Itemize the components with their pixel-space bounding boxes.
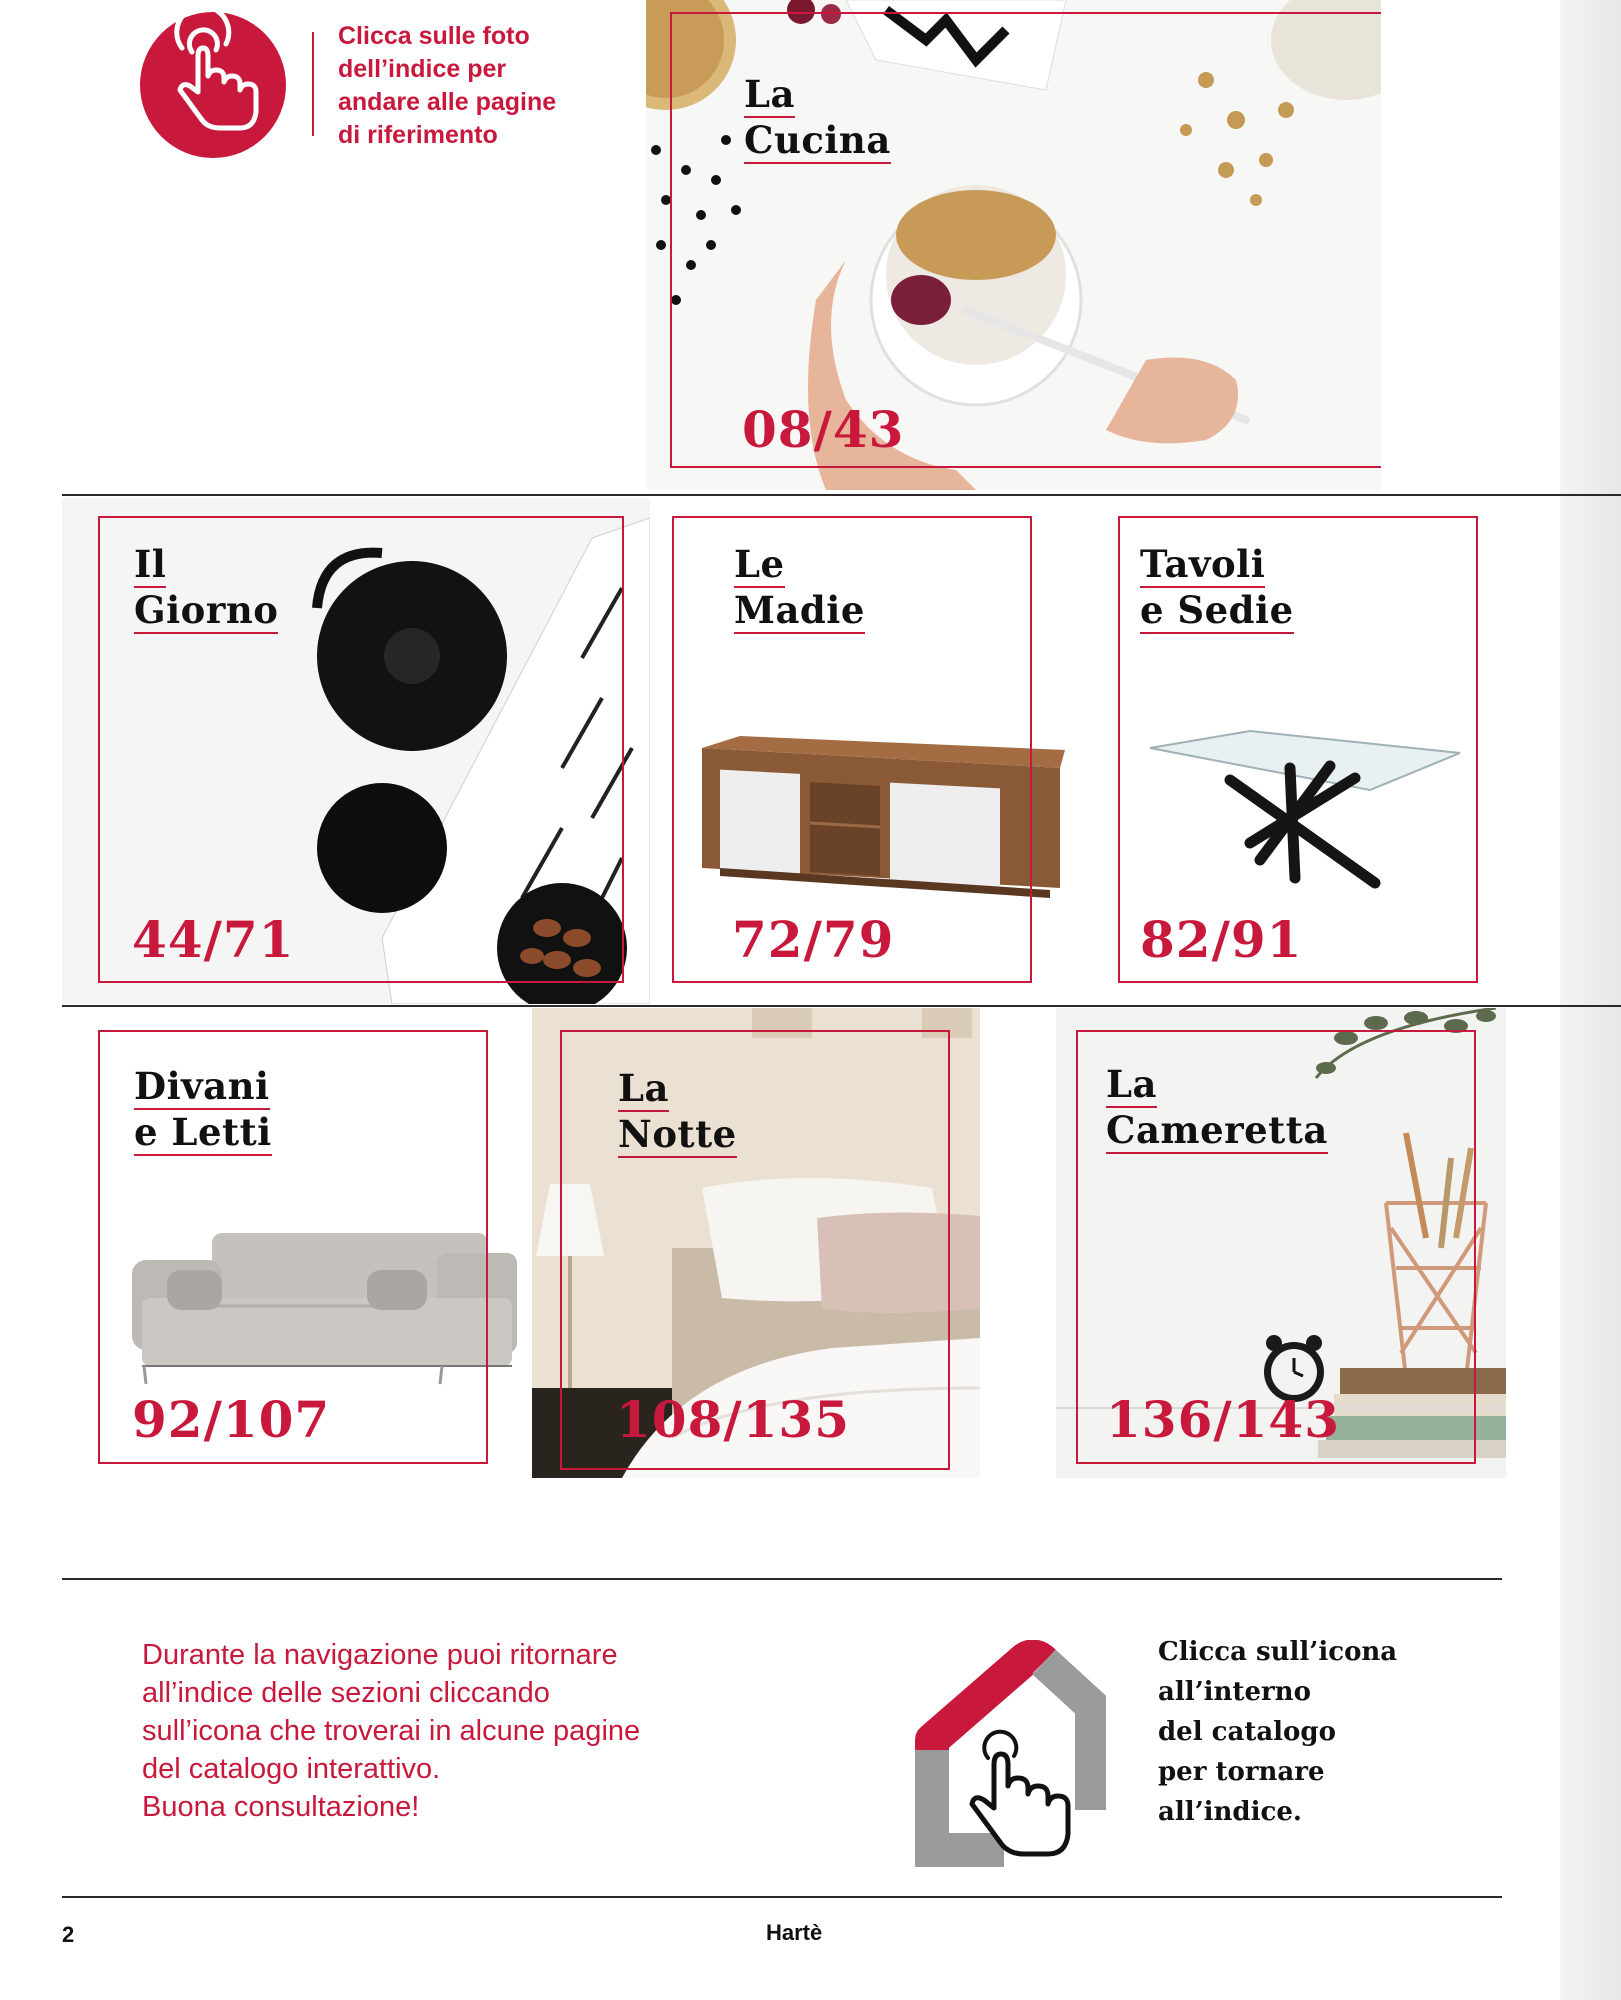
instruction-line: all’indice delle sezioni cliccando [142,1677,550,1709]
hint-divider [312,32,314,136]
section-pages: 136/143 [1106,1390,1341,1449]
divider [62,1005,1621,1007]
page-edge-shadow [1560,0,1621,2000]
section-pages: 44/71 [132,910,295,969]
divider [62,494,1621,496]
section-title-line: Divani [134,1064,270,1108]
section-title-line: La [618,1066,669,1110]
hint-line: Clicca sulle foto [338,22,530,50]
divider [62,1896,1502,1898]
tap-hand-icon [140,12,286,158]
section-pages: 108/135 [616,1390,851,1449]
instruction-line: Buona consultazione! [142,1791,420,1823]
section-title [134,542,278,634]
home-icon-instructions [1158,1632,1397,1832]
section-title-line: Tavoli [1140,542,1266,586]
section-tile-la-notte[interactable] [532,1008,980,1478]
section-title [734,542,865,634]
section-title [1140,542,1294,634]
brand-name: Hartè [766,1920,823,1945]
section-tile-il-giorno[interactable] [62,498,650,1004]
hint-text [338,20,598,152]
instruction-line: all’indice. [1158,1797,1302,1827]
section-title-line: Madie [734,588,865,632]
hint-line: di riferimento [338,121,498,149]
instruction-line: del catalogo interattivo. [142,1753,441,1785]
section-title-line: Cucina [744,118,891,162]
hint-line: dell’indice per [338,55,507,83]
section-title [744,72,891,164]
instruction-line: all’interno [1158,1677,1311,1707]
section-title-line: e Letti [134,1110,272,1154]
section-tile-le-madie[interactable] [650,498,1110,1004]
instruction-line: del catalogo [1158,1717,1336,1747]
divider [62,1578,1502,1580]
section-pages: 92/107 [132,1390,331,1449]
instruction-line: Durante la navigazione puoi ritornare [142,1639,618,1671]
section-title [618,1066,737,1158]
section-title-line: Giorno [134,588,279,632]
section-title-line: La [1106,1062,1157,1106]
section-pages: 72/79 [732,910,895,969]
home-tap-icon[interactable] [914,1640,1106,1870]
section-pages: 08/43 [742,400,905,459]
section-title-line: La [744,72,795,116]
section-title-line: Le [734,542,785,586]
section-pages: 82/91 [1140,910,1303,969]
instruction-line: sull’icona che troverai in alcune pagine [142,1715,641,1747]
section-title-line: e Sedie [1140,588,1294,632]
section-title-line: Notte [618,1112,737,1156]
instruction-line: Clicca sull’icona [1158,1637,1398,1667]
instruction-line: per tornare [1158,1757,1325,1787]
section-title [1106,1062,1328,1154]
hint-line: andare alle pagine [338,88,557,116]
section-tile-tavoli-e-sedie[interactable] [1110,498,1490,1004]
section-title-line: Cameretta [1106,1108,1328,1152]
navigation-instructions [142,1636,640,1826]
section-tile-la-cameretta[interactable] [1056,1008,1506,1478]
section-tile-divani-e-letti[interactable] [62,1008,532,1478]
section-title-line: Il [134,542,167,586]
section-title [134,1064,272,1156]
page-number: 2 [62,1922,75,1947]
section-tile-la-cucina[interactable] [646,0,1381,490]
